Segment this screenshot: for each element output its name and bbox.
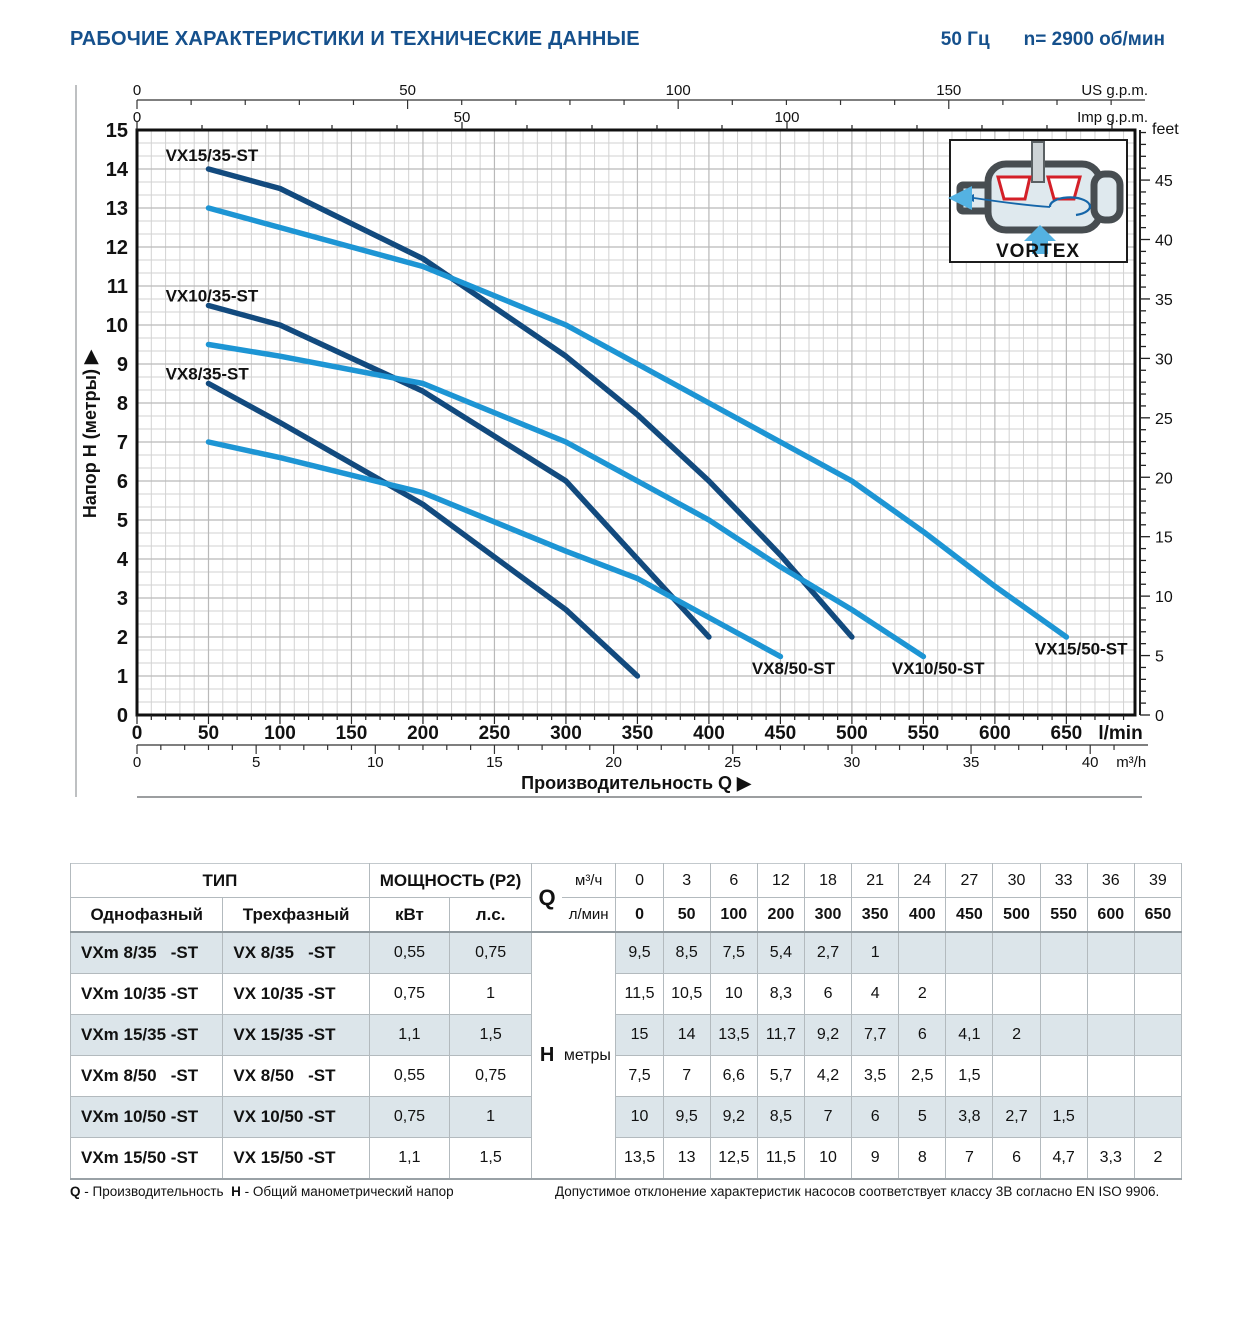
svg-text:600: 600 (979, 723, 1011, 744)
svg-text:450: 450 (764, 723, 797, 744)
q-lmin-value: 500 (993, 898, 1040, 933)
page-header (70, 28, 1165, 51)
pump-model-single-phase: VXm 10/50 -ST (71, 1097, 223, 1138)
power-kw-value: 1,1 (369, 1138, 449, 1180)
head-value-cell (993, 932, 1040, 974)
svg-text:50: 50 (399, 85, 416, 99)
head-value-cell (1087, 1015, 1134, 1056)
svg-text:0: 0 (132, 109, 142, 126)
svg-text:25: 25 (724, 754, 742, 771)
head-value-cell: 7,7 (852, 1015, 899, 1056)
head-value-cell: 3,5 (852, 1056, 899, 1097)
col-header-lmin: л/мин (562, 898, 616, 933)
technical-data (70, 863, 1182, 1180)
pump-row (71, 1097, 1182, 1138)
svg-text:40: 40 (1155, 232, 1173, 250)
head-value-cell: 8,5 (663, 932, 710, 974)
head-value-cell: 15 (616, 1015, 663, 1056)
pump-shaft-icon (1032, 142, 1044, 182)
head-value-cell: 2,7 (804, 932, 851, 974)
h-symbol: H (231, 1184, 241, 1199)
pump-row (71, 932, 1182, 974)
head-value-cell: 4,2 (804, 1056, 851, 1097)
h-definition: - Общий манометрический напор (244, 1184, 454, 1199)
q-lmin-value: 300 (804, 898, 851, 933)
head-value-cell: 1 (852, 932, 899, 974)
svg-text:650: 650 (1050, 723, 1083, 744)
svg-text:200: 200 (407, 723, 439, 744)
vortex-label: VORTEX (995, 241, 1081, 262)
pump-row (71, 1138, 1182, 1180)
m3h-unit: m³/h (1116, 754, 1147, 771)
head-value-cell (1040, 1015, 1087, 1056)
head-value-cell: 13,5 (710, 1015, 757, 1056)
svg-text:10: 10 (1155, 589, 1173, 607)
svg-text:0: 0 (1155, 708, 1164, 725)
power-kw-value: 0,55 (369, 1056, 449, 1097)
tolerance-note: Допустимое отклонение характеристик насосов соответствует классу 3В согласно EN ISO 9906. (555, 1184, 1160, 1199)
head-value-cell: 6 (899, 1015, 946, 1056)
rotation-speed-value: n= 2900 об/мин (1023, 29, 1165, 50)
svg-text:550: 550 (907, 723, 940, 744)
q-lmin-value: 0 (616, 898, 663, 933)
head-value-cell: 7,5 (710, 932, 757, 974)
svg-text:5: 5 (251, 754, 261, 771)
q-lmin-value: 350 (852, 898, 899, 933)
head-value-cell: 8,5 (757, 1097, 804, 1138)
power-kw-value: 0,75 (369, 974, 449, 1015)
head-value-cell (1134, 932, 1181, 974)
head-value-cell: 8,3 (757, 974, 804, 1015)
q-lmin-value: 400 (899, 898, 946, 933)
head-value-cell (1040, 1056, 1087, 1097)
svg-text:100: 100 (774, 109, 800, 126)
pump-model-single-phase: VXm 15/35 -ST (71, 1015, 223, 1056)
pump-model-three-phase: VX 8/50 -ST (223, 1056, 369, 1097)
power-hp-value: 0,75 (450, 932, 532, 974)
head-value-cell (899, 932, 946, 974)
head-value-cell: 1,5 (946, 1056, 993, 1097)
technical-data-table (70, 863, 1182, 1180)
performance-chart (70, 85, 1235, 805)
pump-model-single-phase: VXm 8/50 -ST (71, 1056, 223, 1097)
col-header-m3h: м³/ч (562, 864, 616, 898)
pump-model-single-phase: VXm 15/50 -ST (71, 1138, 223, 1180)
power-hp-value: 1 (450, 974, 532, 1015)
q-m3h-value: 18 (804, 864, 851, 898)
svg-text:45: 45 (1155, 173, 1173, 191)
frequency-speed (941, 29, 1165, 51)
curve-label-VX10/50-ST: VX10/50-ST (891, 659, 985, 679)
curve-label-VX10/35-ST: VX10/35-ST (165, 286, 259, 306)
col-header-three-phase: Трехфазный (223, 898, 369, 933)
head-value-cell: 6 (993, 1138, 1040, 1180)
svg-text:35: 35 (1155, 291, 1173, 309)
frequency-value: 50 Гц (940, 29, 990, 50)
q-m3h-value: 0 (616, 864, 663, 898)
head-value-cell: 4,7 (1040, 1138, 1087, 1180)
svg-text:500: 500 (836, 723, 868, 744)
head-value-cell: 6 (804, 974, 851, 1015)
svg-text:10: 10 (105, 315, 128, 337)
q-lmin-value: 200 (757, 898, 804, 933)
power-hp-value: 1,5 (450, 1138, 532, 1180)
curve-label-VX8/35-ST: VX8/35-ST (165, 364, 249, 384)
svg-text:0: 0 (131, 723, 143, 744)
q-m3h-value: 24 (899, 864, 946, 898)
pump-row (71, 974, 1182, 1015)
q-lmin-value: 100 (710, 898, 757, 933)
svg-text:400: 400 (693, 723, 725, 744)
head-value-cell: 9,2 (804, 1015, 851, 1056)
col-header-q: Q (532, 864, 562, 933)
us-gpm-unit: US g.p.m. (1081, 85, 1148, 99)
head-value-cell: 11,5 (616, 974, 663, 1015)
svg-text:5: 5 (1155, 648, 1164, 666)
q-lmin-value: 450 (946, 898, 993, 933)
q-m3h-value: 36 (1087, 864, 1134, 898)
head-symbol: H (532, 932, 562, 1179)
head-value-cell: 11,5 (757, 1138, 804, 1180)
q-m3h-value: 27 (946, 864, 993, 898)
head-value-cell: 7 (946, 1138, 993, 1180)
head-value-cell: 12,5 (710, 1138, 757, 1180)
q-m3h-value: 12 (757, 864, 804, 898)
pump-model-single-phase: VXm 8/35 -ST (71, 932, 223, 974)
head-value-cell: 8 (899, 1138, 946, 1180)
svg-text:100: 100 (665, 85, 691, 99)
svg-text:2: 2 (116, 627, 128, 649)
svg-text:15: 15 (105, 120, 128, 142)
head-value-cell: 10,5 (663, 974, 710, 1015)
power-hp-value: 1 (450, 1097, 532, 1138)
head-value-cell (946, 974, 993, 1015)
head-value-cell (993, 974, 1040, 1015)
head-value-cell: 2 (993, 1015, 1040, 1056)
y-axis-title: Напор H (метры) ▶ (80, 350, 100, 519)
head-value-cell: 1,5 (1040, 1097, 1087, 1138)
svg-text:250: 250 (478, 723, 511, 744)
head-value-cell (1134, 1015, 1181, 1056)
q-lmin-value: 550 (1040, 898, 1087, 933)
head-value-cell: 9 (852, 1138, 899, 1180)
svg-text:15: 15 (1155, 529, 1173, 547)
head-value-cell: 6,6 (710, 1056, 757, 1097)
curve-label-VX15/50-ST: VX15/50-ST (1034, 639, 1128, 659)
pump-model-three-phase: VX 15/35 -ST (223, 1015, 369, 1056)
group-header-type: ТИП (71, 864, 370, 898)
svg-text:0: 0 (116, 705, 128, 727)
head-value-cell: 9,5 (616, 932, 663, 974)
head-value-cell (1134, 1097, 1181, 1138)
col-header-kw: кВт (369, 898, 449, 933)
svg-text:0: 0 (132, 85, 142, 99)
q-m3h-value: 30 (993, 864, 1040, 898)
svg-text:35: 35 (962, 754, 980, 771)
head-value-cell (1087, 974, 1134, 1015)
power-kw-value: 1,1 (369, 1015, 449, 1056)
q-m3h-value: 6 (710, 864, 757, 898)
head-unit: метры (562, 932, 616, 1179)
pump-model-three-phase: VX 10/50 -ST (223, 1097, 369, 1138)
svg-text:30: 30 (1155, 351, 1173, 369)
head-value-cell: 5,4 (757, 932, 804, 974)
head-value-cell: 13,5 (616, 1138, 663, 1180)
head-value-cell: 3,3 (1087, 1138, 1134, 1180)
q-lmin-value: 600 (1087, 898, 1134, 933)
lmin-unit: l/min (1098, 723, 1143, 744)
svg-text:3: 3 (116, 588, 128, 610)
svg-text:11: 11 (106, 276, 128, 298)
impeller-blade-icon (1048, 177, 1080, 199)
feet-unit: feet (1152, 121, 1179, 138)
svg-text:9: 9 (116, 354, 128, 376)
curve-label-VX15/35-ST: VX15/35-ST (165, 146, 259, 166)
svg-text:12: 12 (105, 237, 128, 259)
head-value-cell: 6 (852, 1097, 899, 1138)
svg-text:14: 14 (105, 159, 128, 181)
meters-axis (80, 120, 129, 727)
head-value-cell: 2 (899, 974, 946, 1015)
svg-text:30: 30 (843, 754, 861, 771)
imp-gpm-unit: Imp g.p.m. (1077, 109, 1148, 126)
head-value-cell: 9,2 (710, 1097, 757, 1138)
head-value-cell: 7 (663, 1056, 710, 1097)
head-value-cell: 13 (663, 1138, 710, 1180)
vortex-inset (948, 140, 1127, 262)
m3h-axis (133, 745, 1148, 771)
svg-text:1: 1 (116, 666, 128, 688)
head-value-cell: 11,7 (757, 1015, 804, 1056)
svg-text:0: 0 (132, 754, 142, 771)
head-value-cell (993, 1056, 1040, 1097)
power-hp-value: 1,5 (450, 1015, 532, 1056)
svg-text:6: 6 (116, 471, 128, 493)
svg-text:13: 13 (105, 198, 128, 220)
us-gpm-axis (133, 85, 1148, 109)
head-value-cell (1087, 932, 1134, 974)
head-value-cell: 10 (616, 1097, 663, 1138)
pump-model-three-phase: VX 8/35 -ST (223, 932, 369, 974)
pump-row (71, 1015, 1182, 1056)
head-value-cell: 10 (804, 1138, 851, 1180)
svg-text:4: 4 (116, 549, 128, 571)
svg-text:300: 300 (550, 723, 582, 744)
head-value-cell (1040, 974, 1087, 1015)
feet-axis (1140, 121, 1179, 725)
svg-text:20: 20 (605, 754, 622, 771)
head-value-cell: 14 (663, 1015, 710, 1056)
performance-chart-svg (70, 85, 1235, 805)
head-value-cell: 4 (852, 974, 899, 1015)
svg-text:50: 50 (453, 109, 471, 126)
head-value-cell: 2 (1134, 1138, 1181, 1180)
svg-text:8: 8 (116, 393, 128, 415)
head-value-cell: 9,5 (663, 1097, 710, 1138)
page-title: РАБОЧИЕ ХАРАКТЕРИСТИКИ И ТЕХНИЧЕСКИЕ ДАННЫЕ (70, 28, 640, 50)
q-m3h-value: 33 (1040, 864, 1087, 898)
head-value-cell (1134, 974, 1181, 1015)
x-axis-title: Производительность Q ▶ (521, 773, 751, 793)
head-value-cell: 5,7 (757, 1056, 804, 1097)
head-value-cell: 10 (710, 974, 757, 1015)
svg-text:100: 100 (264, 723, 296, 744)
impeller-blade-icon (998, 177, 1030, 199)
head-value-cell: 4,1 (946, 1015, 993, 1056)
svg-text:25: 25 (1155, 410, 1173, 428)
head-value-cell: 7,5 (616, 1056, 663, 1097)
q-symbol: Q (70, 1184, 81, 1199)
svg-text:15: 15 (486, 754, 503, 771)
head-value-cell (946, 932, 993, 974)
head-value-cell: 2,5 (899, 1056, 946, 1097)
q-m3h-value: 3 (663, 864, 710, 898)
svg-text:5: 5 (116, 510, 128, 532)
col-header-hp: л.с. (450, 898, 532, 933)
head-value-cell (1134, 1056, 1181, 1097)
svg-text:50: 50 (197, 723, 220, 744)
pump-model-single-phase: VXm 10/35 -ST (71, 974, 223, 1015)
q-lmin-value: 650 (1134, 898, 1181, 933)
svg-text:150: 150 (335, 723, 368, 744)
head-value-cell (1040, 932, 1087, 974)
pump-row (71, 1056, 1182, 1097)
head-value-cell: 2,7 (993, 1097, 1040, 1138)
legend-definitions (70, 1184, 454, 1199)
pump-model-three-phase: VX 10/35 -ST (223, 974, 369, 1015)
head-value-cell (1087, 1056, 1134, 1097)
imp-gpm-axis (133, 109, 1148, 130)
q-definition: - Производительность (84, 1184, 224, 1199)
svg-text:150: 150 (936, 85, 962, 99)
col-header-single-phase: Однофазный (71, 898, 223, 933)
svg-text:350: 350 (621, 723, 654, 744)
q-m3h-value: 39 (1134, 864, 1181, 898)
svg-text:10: 10 (366, 754, 384, 771)
power-hp-value: 0,75 (450, 1056, 532, 1097)
group-header-power: МОЩНОСТЬ (Р2) (369, 864, 531, 898)
head-value-cell: 7 (804, 1097, 851, 1138)
power-kw-value: 0,55 (369, 932, 449, 974)
q-m3h-value: 21 (852, 864, 899, 898)
pump-model-three-phase: VX 15/50 -ST (223, 1138, 369, 1180)
curve-label-VX8/50-ST: VX8/50-ST (751, 659, 835, 679)
svg-text:40: 40 (1081, 754, 1099, 771)
lmin-axis (132, 715, 1143, 744)
q-lmin-value: 50 (663, 898, 710, 933)
svg-text:7: 7 (116, 432, 128, 454)
head-value-cell (1087, 1097, 1134, 1138)
head-value-cell: 3,8 (946, 1097, 993, 1138)
power-kw-value: 0,75 (369, 1097, 449, 1138)
head-value-cell: 5 (899, 1097, 946, 1138)
pump-end-cap (1094, 174, 1120, 220)
svg-text:20: 20 (1155, 470, 1173, 488)
